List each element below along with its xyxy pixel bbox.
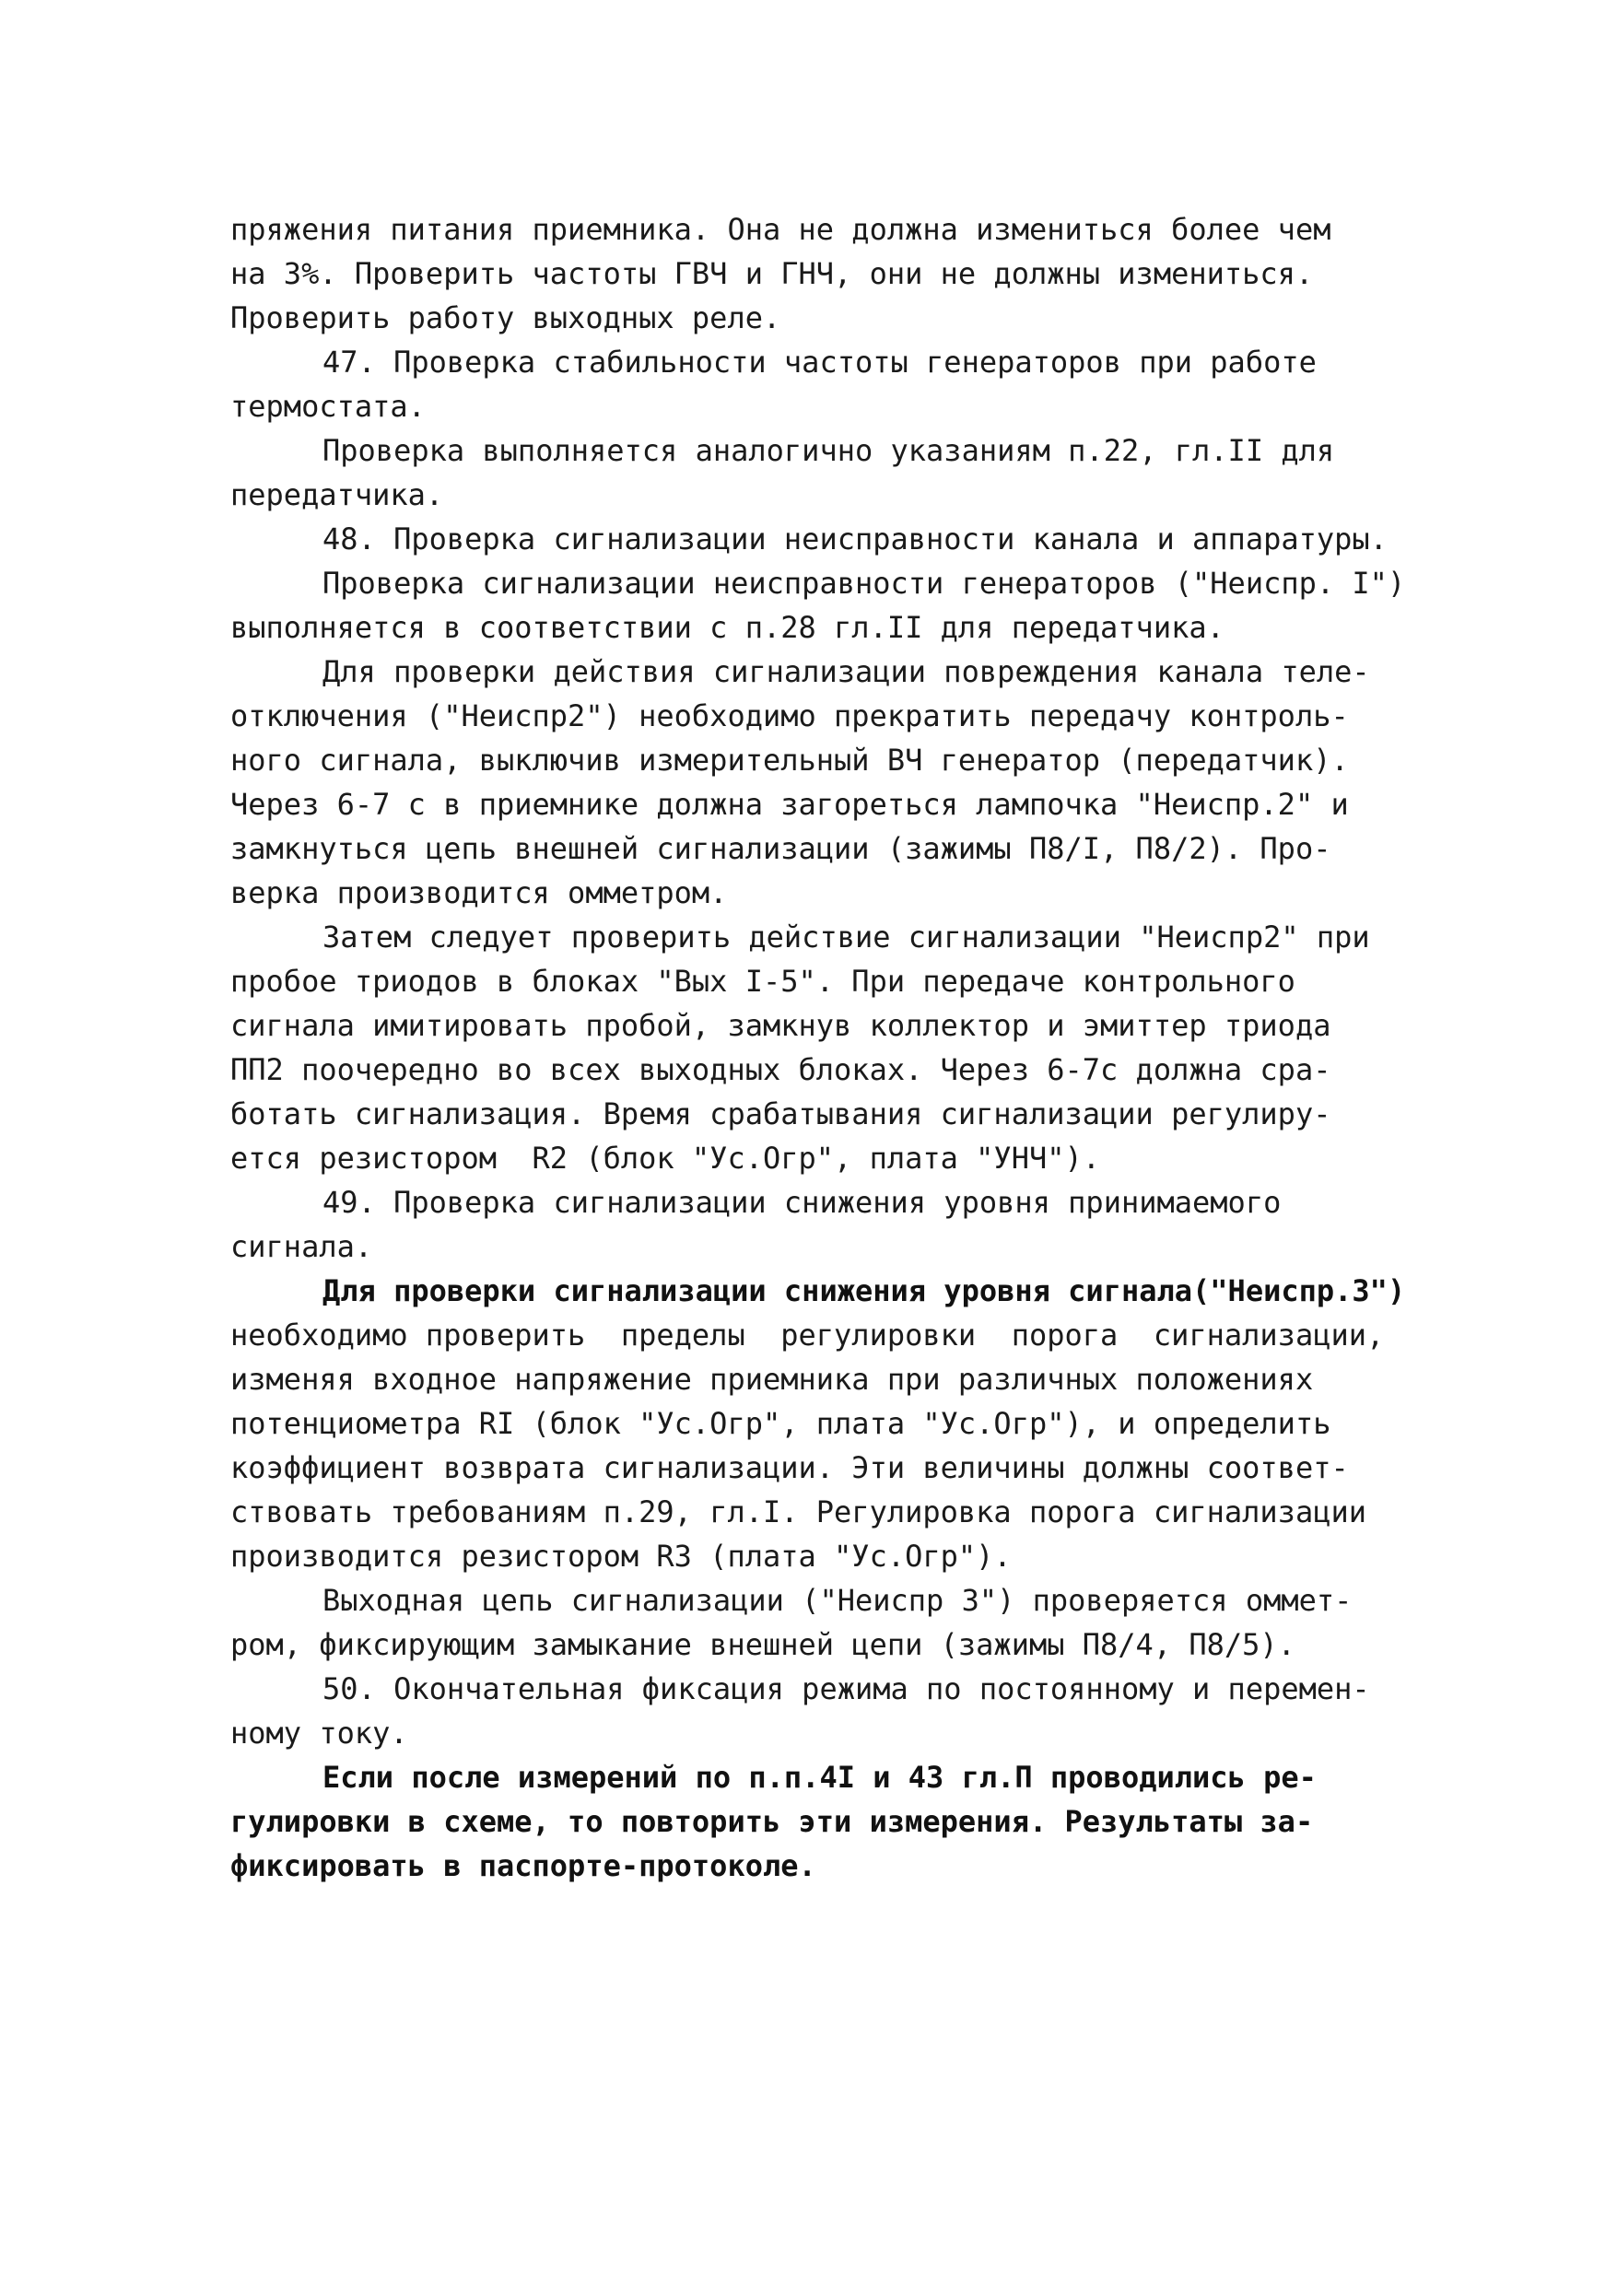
text-line: необходимо проверить пределы регулировки порога сигнализации, — [230, 1318, 1385, 1353]
text-line: Проверить работу выходных реле. — [230, 300, 781, 335]
text-line: ется резистором R2 (блок "Ус.Огр", плата "УНЧ"). — [230, 1141, 1101, 1176]
section-heading-49: 49. Проверка сигнализации снижения уровня принимаемого — [322, 1185, 1282, 1220]
paragraph-start: Если после измерений по п.п.4I и 43 гл.П проводились ре- — [322, 1760, 1317, 1795]
text-line: ствовать требованиям п.29, гл.I. Регулировка порога сигнализации — [230, 1494, 1366, 1529]
paragraph-start: Затем следует проверить действие сигнализации "Неиспр2" при — [322, 920, 1370, 955]
text-line: Через 6-7 с в приемнике должна загореться лампочка "Неиспр.2" и — [230, 787, 1349, 822]
paragraph-start: Проверка выполняется аналогично указаниям п.22, гл.II для — [322, 433, 1335, 468]
text-line: термостата. — [230, 389, 426, 424]
text-line: отключения ("Неиспр2") необходимо прекратить передачу контроль- — [230, 698, 1349, 733]
text-line: верка производится омметром. — [230, 875, 728, 910]
text-line: коэффициент возврата сигнализации. Эти величины должны соответ- — [230, 1450, 1349, 1485]
text-line: выполняется в соответствии с п.28 гл.II для передатчика. — [230, 610, 1224, 645]
paragraph-start: Для проверки действия сигнализации повреждения канала теле- — [322, 654, 1370, 689]
text-line: пряжения питания приемника. Она не должна измениться более чем — [230, 212, 1331, 247]
text-line: гулировки в схеме, то повторить эти измерения. Результаты за- — [230, 1804, 1314, 1839]
text-line: потенциометра RI (блок "Ус.Огр", плата "Ус.Огр"), и определить — [230, 1406, 1331, 1441]
paragraph-start: Выходная цепь сигнализации ("Неиспр 3") проверяется оммет- — [322, 1583, 1353, 1618]
text-line: ботать сигнализация. Время срабатывания сигнализации регулиру- — [230, 1096, 1331, 1131]
text-line: пробое триодов в блоках "Вых I-5". При передаче контрольного — [230, 964, 1295, 999]
text-line: ному току. — [230, 1716, 408, 1751]
text-line: производится резистором R3 (плата "Ус.Огр"). — [230, 1539, 1012, 1574]
text-line: ного сигнала, выключив измерительный ВЧ генератор (передатчик). — [230, 743, 1349, 778]
text-line: на 3%. Проверить частоты ГВЧ и ГНЧ, они не должны измениться. — [230, 256, 1314, 291]
text-line: изменяя входное напряжение приемника при различных положениях — [230, 1362, 1314, 1397]
text-line: передатчика. — [230, 477, 444, 512]
paragraph-start: Для проверки сигнализации снижения уровня сигнала("Неиспр.3") — [322, 1273, 1406, 1308]
paragraph-start: Проверка сигнализации неисправности генераторов ("Неиспр. I") — [322, 566, 1406, 601]
text-line: ром, фиксирующим замыкание внешней цепи (зажимы П8/4, П8/5). — [230, 1627, 1295, 1662]
document-body — [230, 207, 1447, 1888]
text-line: сигнала. — [230, 1229, 373, 1264]
section-heading-48: 48. Проверка сигнализации неисправности канала и аппаратуры. — [322, 521, 1388, 556]
text-line: ПП2 поочередно во всех выходных блоках. Через 6-7с должна сра- — [230, 1052, 1331, 1087]
section-heading-47: 47. Проверка стабильности частоты генераторов при работе — [322, 345, 1317, 380]
section-heading-50: 50. Окончательная фиксация режима по постоянному и перемен- — [322, 1671, 1370, 1706]
text-line: сигнала имитировать пробой, замкнув коллектор и эмиттер триода — [230, 1008, 1331, 1043]
text-line: фиксировать в паспорте-протоколе. — [230, 1848, 816, 1883]
text-line: замкнуться цепь внешней сигнализации (зажимы П8/I, П8/2). Про- — [230, 831, 1331, 866]
